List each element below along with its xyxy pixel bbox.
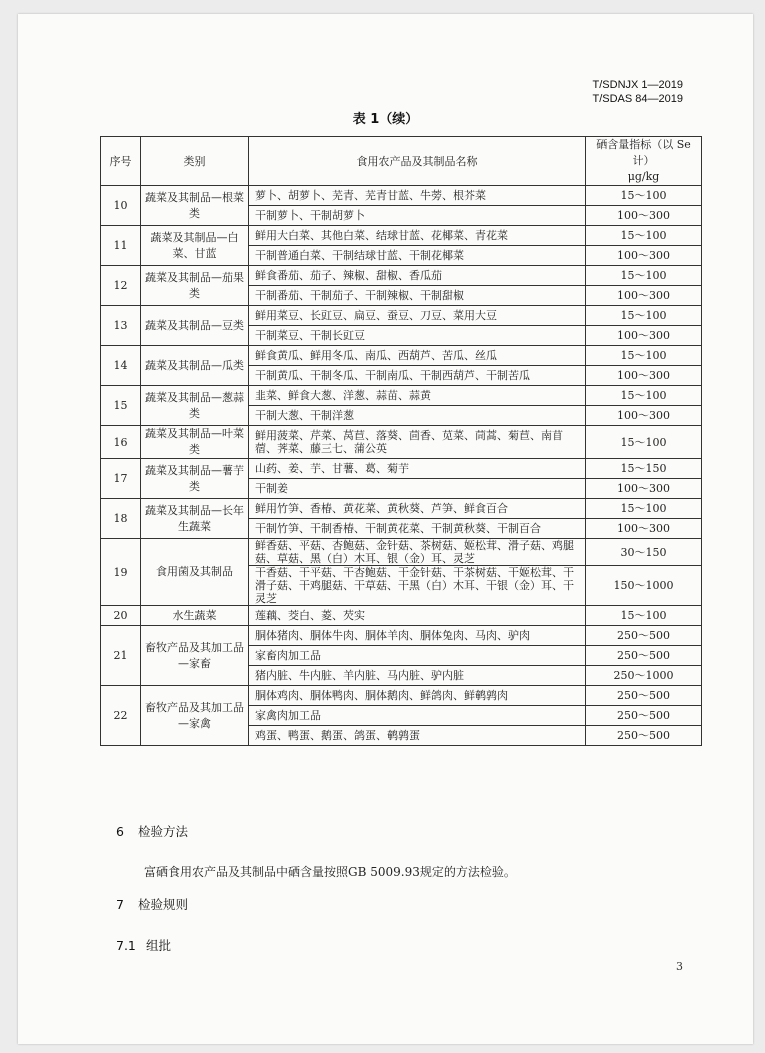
header-no: 序号 bbox=[101, 137, 141, 186]
product-name: 鲜用菜豆、长豇豆、扁豆、蚕豆、刀豆、菜用大豆 bbox=[249, 306, 586, 326]
table-row bbox=[101, 426, 702, 459]
row-number: 18 bbox=[101, 499, 141, 539]
row-number: 13 bbox=[101, 306, 141, 346]
row-category: 蔬菜及其制品—瓜类 bbox=[141, 346, 249, 386]
table-row bbox=[101, 459, 702, 479]
standard-id-2: T/SDAS 84—2019 bbox=[592, 93, 683, 105]
selenium-limit-value: 100～300 bbox=[586, 206, 702, 226]
section-6-heading bbox=[116, 822, 188, 840]
section-6-paragraph: 富硒食用农产品及其制品中硒含量按照GB 5009.93规定的方法检验。 bbox=[144, 865, 516, 879]
section-title: 检验规则 bbox=[138, 897, 189, 912]
product-name: 干香菇、干平菇、干杏鲍菇、干金针菇、干茶树菇、干姬松茸、干滑子菇、干鸡腿菇、干草菇、干黑（白）木耳、干银（金）耳、干灵芝 bbox=[249, 566, 586, 606]
selenium-limit-value: 100～300 bbox=[586, 246, 702, 266]
row-category: 畜牧产品及其加工品—家畜 bbox=[141, 626, 249, 686]
section-number: 7 bbox=[116, 897, 124, 912]
selenium-limit-value: 15～100 bbox=[586, 306, 702, 326]
row-category: 蔬菜及其制品—根菜类 bbox=[141, 186, 249, 226]
section-number: 6 bbox=[116, 824, 124, 839]
selenium-limit-value: 100～300 bbox=[586, 366, 702, 386]
selenium-limit-value: 15～100 bbox=[586, 226, 702, 246]
row-number: 10 bbox=[101, 186, 141, 226]
product-name: 干制竹笋、干制香椿、干制黄花菜、干制黄秋葵、干制百合 bbox=[249, 519, 586, 539]
row-category: 水生蔬菜 bbox=[141, 606, 249, 626]
selenium-limit-value: 100～300 bbox=[586, 406, 702, 426]
row-category: 蔬菜及其制品—薯芋类 bbox=[141, 459, 249, 499]
selenium-limit-value: 15～100 bbox=[586, 426, 702, 459]
product-name: 莲藕、茭白、菱、芡实 bbox=[249, 606, 586, 626]
product-name: 韭菜、鲜食大葱、洋葱、蒜苗、蒜黄 bbox=[249, 386, 586, 406]
table-row bbox=[101, 626, 702, 646]
table-row bbox=[101, 226, 702, 246]
product-name: 鲜香菇、平菇、杏鲍菇、金针菇、茶树菇、姬松茸、滑子菇、鸡腿菇、草菇、黑（白）木耳、银（金）耳、灵芝 bbox=[249, 539, 586, 566]
table-body bbox=[101, 186, 702, 746]
product-name: 家禽肉加工品 bbox=[249, 706, 586, 726]
header-limit-label: 硒含量指标（以 Se 计） bbox=[596, 138, 691, 167]
table-row bbox=[101, 686, 702, 706]
standard-identifiers bbox=[593, 78, 684, 106]
product-name: 胴体鸡肉、胴体鸭肉、胴体鹅肉、鲜鸽肉、鲜鹌鹑肉 bbox=[249, 686, 586, 706]
row-category: 蔬菜及其制品—白菜、甘蓝 bbox=[141, 226, 249, 266]
table-row bbox=[101, 606, 702, 626]
row-number: 21 bbox=[101, 626, 141, 686]
row-category: 畜牧产品及其加工品—家禽 bbox=[141, 686, 249, 746]
section-7-heading bbox=[116, 895, 188, 913]
selenium-limit-value: 100～300 bbox=[586, 479, 702, 499]
row-category: 蔬菜及其制品—长年生蔬菜 bbox=[141, 499, 249, 539]
row-category: 蔬菜及其制品—茄果类 bbox=[141, 266, 249, 306]
product-name: 鲜食黄瓜、鲜用冬瓜、南瓜、西葫芦、苦瓜、丝瓜 bbox=[249, 346, 586, 366]
product-name: 山药、姜、芋、甘薯、葛、菊芋 bbox=[249, 459, 586, 479]
row-number: 17 bbox=[101, 459, 141, 499]
selenium-limit-value: 15～100 bbox=[586, 346, 702, 366]
product-name: 猪内脏、牛内脏、羊内脏、马内脏、驴内脏 bbox=[249, 666, 586, 686]
table-row bbox=[101, 346, 702, 366]
selenium-limit-value: 15～100 bbox=[586, 606, 702, 626]
selenium-limit-value: 30～150 bbox=[586, 539, 702, 566]
selenium-limit-value: 15～100 bbox=[586, 386, 702, 406]
row-number: 12 bbox=[101, 266, 141, 306]
row-number: 14 bbox=[101, 346, 141, 386]
row-number: 19 bbox=[101, 539, 141, 606]
selenium-limit-value: 250～500 bbox=[586, 706, 702, 726]
table-row bbox=[101, 499, 702, 519]
header-limit-unit: μg/kg bbox=[627, 170, 660, 183]
section-number: 7.1 bbox=[116, 938, 136, 953]
product-name: 干制姜 bbox=[249, 479, 586, 499]
row-number: 16 bbox=[101, 426, 141, 459]
selenium-limit-value: 15～100 bbox=[586, 186, 702, 206]
product-name: 干制黄瓜、干制冬瓜、干制南瓜、干制西葫芦、干制苦瓜 bbox=[249, 366, 586, 386]
header-category: 类别 bbox=[141, 137, 249, 186]
selenium-limit-value: 150～1000 bbox=[586, 566, 702, 606]
row-number: 22 bbox=[101, 686, 141, 746]
selenium-limit-value: 250～500 bbox=[586, 686, 702, 706]
row-category: 蔬菜及其制品—豆类 bbox=[141, 306, 249, 346]
product-name: 鲜用大白菜、其他白菜、结球甘蓝、花椰菜、青花菜 bbox=[249, 226, 586, 246]
selenium-limit-value: 100～300 bbox=[586, 326, 702, 346]
table-row bbox=[101, 386, 702, 406]
standard-id-1: T/SDNJX 1—2019 bbox=[592, 79, 683, 91]
row-category: 蔬菜及其制品—叶菜类 bbox=[141, 426, 249, 459]
selenium-limit-value: 250～500 bbox=[586, 646, 702, 666]
product-name: 干制萝卜、干制胡萝卜 bbox=[249, 206, 586, 226]
selenium-limit-value: 100～300 bbox=[586, 286, 702, 306]
product-name: 干制番茄、干制茄子、干制辣椒、干制甜椒 bbox=[249, 286, 586, 306]
section-title: 检验方法 bbox=[138, 824, 189, 839]
product-name: 萝卜、胡萝卜、芜青、芜青甘蓝、牛蒡、根芥菜 bbox=[249, 186, 586, 206]
product-name: 鲜用菠菜、芹菜、莴苣、落葵、茴香、苋菜、茼蒿、菊苣、南苜蓿、荠菜、藤三七、蒲公英 bbox=[249, 426, 586, 459]
selenium-limit-value: 15～150 bbox=[586, 459, 702, 479]
product-name: 家畜肉加工品 bbox=[249, 646, 586, 666]
row-number: 11 bbox=[101, 226, 141, 266]
product-name: 干制普通白菜、干制结球甘蓝、干制花椰菜 bbox=[249, 246, 586, 266]
row-number: 15 bbox=[101, 386, 141, 426]
table-caption: 表 1（续） bbox=[352, 112, 419, 127]
table-row bbox=[101, 186, 702, 206]
selenium-limit-value: 15～100 bbox=[586, 499, 702, 519]
product-name: 干制菜豆、干制长豇豆 bbox=[249, 326, 586, 346]
product-name: 鸡蛋、鸭蛋、鹅蛋、鸽蛋、鹌鹑蛋 bbox=[249, 726, 586, 746]
table-header-row bbox=[101, 137, 702, 186]
product-name: 鲜用竹笋、香椿、黄花菜、黄秋葵、芦笋、鲜食百合 bbox=[249, 499, 586, 519]
row-number: 20 bbox=[101, 606, 141, 626]
table-row bbox=[101, 306, 702, 326]
row-category: 蔬菜及其制品—葱蒜类 bbox=[141, 386, 249, 426]
header-selenium-limit bbox=[586, 137, 702, 186]
selenium-limit-value: 250～500 bbox=[586, 626, 702, 646]
section-title: 组批 bbox=[146, 938, 172, 953]
header-product-name: 食用农产品及其制品名称 bbox=[249, 137, 586, 186]
table-row bbox=[101, 539, 702, 566]
selenium-limit-value: 100～300 bbox=[586, 519, 702, 539]
selenium-limit-value: 15～100 bbox=[586, 266, 702, 286]
selenium-limit-value: 250～500 bbox=[586, 726, 702, 746]
table-row bbox=[101, 266, 702, 286]
row-category: 食用菌及其制品 bbox=[141, 539, 249, 606]
selenium-limits-table bbox=[100, 136, 702, 746]
selenium-limit-value: 250～1000 bbox=[586, 666, 702, 686]
section-7-1-heading bbox=[116, 936, 171, 954]
product-name: 胴体猪肉、胴体牛肉、胴体羊肉、胴体兔肉、马肉、驴肉 bbox=[249, 626, 586, 646]
product-name: 鲜食番茄、茄子、辣椒、甜椒、香瓜茄 bbox=[249, 266, 586, 286]
product-name: 干制大葱、干制洋葱 bbox=[249, 406, 586, 426]
document-page bbox=[18, 14, 753, 1044]
page-number: 3 bbox=[676, 960, 683, 973]
